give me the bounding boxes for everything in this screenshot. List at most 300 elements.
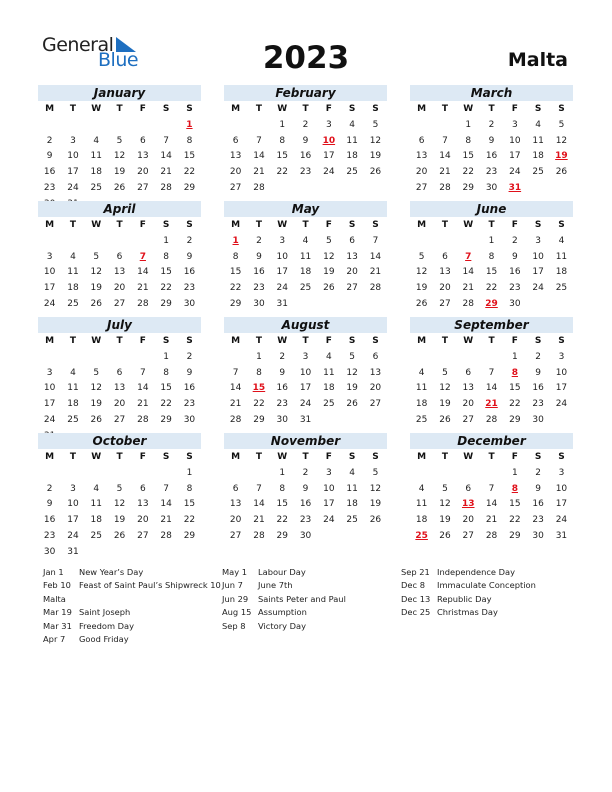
calendar-date: 9 bbox=[535, 367, 541, 378]
calendar-date: 13 bbox=[346, 251, 358, 262]
calendar-date: 20 bbox=[137, 515, 149, 526]
calendar-date: 21 bbox=[485, 515, 498, 526]
calendar-date: 7 bbox=[232, 367, 239, 378]
weekday-label: M bbox=[417, 336, 427, 346]
month-header: April bbox=[38, 201, 201, 217]
holiday-date: 25 bbox=[415, 530, 428, 541]
calendar-date: 19 bbox=[439, 515, 451, 526]
empty-cell bbox=[247, 118, 270, 134]
calendar-date: 12 bbox=[90, 383, 102, 394]
holiday-entry bbox=[43, 566, 223, 579]
calendar-date: 12 bbox=[439, 499, 451, 510]
weekday-label: F bbox=[511, 220, 518, 230]
calendar-date: 22 bbox=[229, 283, 242, 294]
calendar-date: 1 bbox=[465, 119, 472, 130]
calendar-date: 21 bbox=[462, 283, 474, 294]
weekday-label: S bbox=[162, 220, 170, 230]
calendar-date: 19 bbox=[113, 167, 126, 178]
calendar-date: 8 bbox=[279, 135, 286, 146]
calendar-date: 25 bbox=[532, 167, 544, 178]
calendar-date: 30 bbox=[43, 546, 56, 557]
weekday-label: T bbox=[69, 452, 77, 462]
calendar-date: 1 bbox=[186, 467, 193, 478]
calendar-date: 10 bbox=[67, 499, 79, 510]
calendar-date: 13 bbox=[369, 367, 382, 378]
calendar-date: 7 bbox=[488, 483, 495, 494]
calendar-date: 17 bbox=[67, 515, 79, 526]
holiday-name: Feast of Saint Paul’s Shipwreck 10 bbox=[79, 580, 221, 591]
empty-cell bbox=[85, 466, 108, 482]
calendar-date: 26 bbox=[113, 182, 126, 193]
calendar-date: 10 bbox=[555, 483, 568, 494]
calendar-date: 29 bbox=[509, 414, 521, 425]
calendar-date: 14 bbox=[160, 151, 172, 162]
empty-cell bbox=[410, 118, 433, 134]
calendar-date: 6 bbox=[465, 483, 472, 494]
calendar-date: 5 bbox=[116, 135, 123, 146]
calendar-date: 6 bbox=[232, 483, 239, 494]
calendar-date: 13 bbox=[462, 383, 474, 394]
holiday-column bbox=[43, 566, 223, 646]
holiday-name: Saint Joseph bbox=[79, 607, 131, 618]
calendar-date: 4 bbox=[535, 119, 541, 130]
weekday-label: T bbox=[69, 336, 77, 346]
calendar-date: 17 bbox=[555, 499, 568, 510]
holiday-date: 8 bbox=[511, 367, 518, 378]
calendar-date: 25 bbox=[299, 283, 312, 294]
calendar-date: 4 bbox=[418, 483, 425, 494]
calendar-date: 1 bbox=[256, 351, 262, 362]
calendar-date: 15 bbox=[183, 151, 196, 162]
calendar-date: 6 bbox=[116, 251, 123, 262]
calendar-date: 16 bbox=[299, 499, 312, 510]
month-header: January bbox=[38, 85, 201, 101]
calendar-date: 15 bbox=[160, 383, 172, 394]
calendar-date: 10 bbox=[43, 383, 56, 394]
calendar-date: 20 bbox=[137, 167, 149, 178]
calendar-date: 6 bbox=[139, 483, 146, 494]
empty-cell bbox=[433, 234, 456, 250]
weekday-label: M bbox=[417, 220, 427, 230]
calendar-date: 20 bbox=[346, 267, 358, 278]
month-header: December bbox=[410, 433, 573, 449]
weekday-label: S bbox=[558, 220, 565, 230]
calendar-date: 25 bbox=[555, 283, 568, 294]
weekday-label: S bbox=[372, 452, 379, 462]
calendar-date: 15 bbox=[276, 499, 288, 510]
empty-cell bbox=[38, 466, 61, 482]
weekday-label: T bbox=[488, 452, 495, 462]
empty-cell bbox=[224, 466, 247, 482]
empty-cell bbox=[85, 350, 108, 366]
calendar-date: 5 bbox=[349, 351, 355, 362]
calendar-date: 12 bbox=[369, 483, 382, 494]
calendar-date: 16 bbox=[299, 151, 312, 162]
month-may bbox=[224, 201, 387, 313]
holiday-column bbox=[222, 566, 402, 633]
calendar-date: 4 bbox=[302, 235, 309, 246]
holiday-entry bbox=[43, 579, 223, 592]
calendar-date: 9 bbox=[279, 367, 286, 378]
month-days-grid bbox=[224, 102, 387, 197]
year-title: 2023 bbox=[262, 40, 350, 76]
calendar-date: 19 bbox=[113, 515, 126, 526]
weekday-label: W bbox=[463, 220, 474, 230]
month-january bbox=[38, 85, 201, 213]
calendar-date: 9 bbox=[186, 251, 193, 262]
holiday-column bbox=[401, 566, 581, 620]
weekday-label: S bbox=[534, 336, 542, 346]
empty-cell bbox=[480, 350, 503, 366]
calendar-date: 18 bbox=[415, 399, 428, 410]
calendar-date: 12 bbox=[90, 267, 102, 278]
calendar-date: 5 bbox=[116, 483, 123, 494]
weekday-label: W bbox=[91, 104, 102, 114]
calendar-date: 21 bbox=[253, 167, 265, 178]
weekday-label: S bbox=[186, 104, 193, 114]
calendar-date: 12 bbox=[369, 135, 382, 146]
calendar-date: 25 bbox=[67, 414, 79, 425]
calendar-date: 21 bbox=[439, 167, 451, 178]
calendar-date: 3 bbox=[535, 235, 541, 246]
weekday-label: S bbox=[534, 452, 542, 462]
holiday-date-label: Dec 13 bbox=[401, 593, 431, 604]
holiday-date: 31 bbox=[508, 182, 522, 193]
month-header: October bbox=[38, 433, 201, 449]
holiday-date-label: Jun 7 bbox=[222, 580, 243, 591]
weekday-label: F bbox=[325, 104, 332, 114]
empty-cell bbox=[410, 234, 433, 250]
month-august bbox=[224, 317, 387, 429]
calendar-date: 15 bbox=[462, 151, 474, 162]
calendar-date: 25 bbox=[415, 414, 428, 425]
calendar-date: 7 bbox=[442, 135, 448, 146]
holiday-name: Victory Day bbox=[258, 620, 307, 631]
weekday-label: T bbox=[488, 104, 495, 114]
calendar-date: 21 bbox=[137, 283, 149, 294]
calendar-date: 9 bbox=[535, 483, 541, 494]
calendar-date: 20 bbox=[229, 515, 242, 526]
weekday-label: T bbox=[255, 452, 263, 462]
country-title: Malta bbox=[507, 49, 568, 71]
calendar-date: 14 bbox=[229, 383, 242, 394]
empty-cell bbox=[131, 350, 154, 366]
calendar-date: 12 bbox=[113, 499, 126, 510]
empty-cell bbox=[410, 350, 433, 366]
calendar-date: 8 bbox=[488, 251, 495, 262]
holiday-date-label: Mar 19 bbox=[43, 607, 72, 618]
empty-cell bbox=[433, 350, 456, 366]
calendar-date: 6 bbox=[139, 135, 146, 146]
calendar-date: 31 bbox=[67, 546, 79, 557]
weekday-label: T bbox=[116, 452, 123, 462]
calendar-date: 25 bbox=[323, 399, 335, 410]
calendar-date: 1 bbox=[163, 235, 169, 246]
calendar-date: 18 bbox=[299, 267, 312, 278]
calendar-date: 8 bbox=[232, 251, 239, 262]
empty-cell bbox=[154, 118, 177, 134]
weekday-label: T bbox=[255, 220, 263, 230]
calendar-date: 9 bbox=[46, 499, 53, 510]
calendar-date: 4 bbox=[349, 467, 355, 478]
calendar-date: 8 bbox=[256, 367, 262, 378]
holiday-name: Republic Day bbox=[437, 593, 492, 604]
weekday-label: F bbox=[139, 220, 146, 230]
empty-cell bbox=[410, 466, 433, 482]
calendar-date: 9 bbox=[256, 251, 262, 262]
calendar-date: 23 bbox=[532, 399, 544, 410]
weekday-label: M bbox=[45, 220, 55, 230]
calendar-date: 8 bbox=[279, 483, 286, 494]
calendar-date: 29 bbox=[160, 298, 172, 309]
calendar-date: 5 bbox=[418, 251, 425, 262]
calendar-date: 19 bbox=[369, 151, 382, 162]
calendar-date: 12 bbox=[439, 383, 451, 394]
calendar-date: 30 bbox=[183, 414, 196, 425]
calendar-date: 22 bbox=[160, 399, 172, 410]
calendar-date: 3 bbox=[70, 483, 76, 494]
calendar-date: 17 bbox=[43, 399, 56, 410]
holiday-name: Assumption bbox=[258, 607, 307, 618]
holiday-entry bbox=[43, 633, 223, 646]
month-days-grid bbox=[410, 218, 573, 313]
weekday-label: S bbox=[558, 104, 565, 114]
holiday-date: 1 bbox=[232, 235, 239, 246]
calendar-date: 2 bbox=[488, 119, 495, 130]
calendar-date: 9 bbox=[302, 135, 309, 146]
calendar-date: 28 bbox=[462, 298, 474, 309]
calendar-date: 10 bbox=[276, 251, 288, 262]
calendar-date: 7 bbox=[163, 135, 169, 146]
calendar-date: 25 bbox=[346, 515, 358, 526]
holiday-entry bbox=[222, 566, 402, 579]
calendar-date: 4 bbox=[349, 119, 355, 130]
calendar-date: 11 bbox=[346, 135, 358, 146]
calendar-date: 24 bbox=[67, 530, 79, 541]
holiday-date-label: Aug 15 bbox=[222, 607, 252, 618]
calendar-date: 16 bbox=[43, 515, 56, 526]
calendar-date: 14 bbox=[253, 151, 265, 162]
calendar-date: 29 bbox=[183, 182, 196, 193]
calendar-date: 23 bbox=[183, 283, 196, 294]
holiday-entry bbox=[43, 593, 223, 606]
calendar-date: 29 bbox=[183, 530, 196, 541]
calendar-date: 20 bbox=[462, 399, 474, 410]
holiday-date: 7 bbox=[465, 251, 472, 262]
holiday-entry bbox=[43, 620, 223, 633]
calendar-date: 27 bbox=[113, 414, 126, 425]
calendar-date: 14 bbox=[137, 383, 149, 394]
calendar-date: 1 bbox=[279, 467, 286, 478]
calendar-date: 29 bbox=[253, 414, 265, 425]
empty-cell bbox=[154, 466, 177, 482]
calendar-date: 24 bbox=[509, 167, 521, 178]
calendar-date: 11 bbox=[323, 367, 335, 378]
calendar-date: 2 bbox=[186, 235, 193, 246]
holiday-name: Freedom Day bbox=[79, 620, 135, 631]
calendar-date: 28 bbox=[160, 530, 172, 541]
calendar-date: 22 bbox=[276, 167, 288, 178]
calendar-date: 7 bbox=[163, 483, 169, 494]
month-days-grid bbox=[224, 334, 387, 429]
holiday-date: 21 bbox=[485, 399, 498, 410]
calendar-date: 9 bbox=[511, 251, 518, 262]
weekday-label: W bbox=[463, 336, 474, 346]
calendar-date: 20 bbox=[369, 383, 382, 394]
calendar-date: 22 bbox=[485, 283, 498, 294]
calendar-date: 10 bbox=[67, 151, 79, 162]
calendar-date: 24 bbox=[555, 399, 568, 410]
calendar-date: 13 bbox=[113, 267, 126, 278]
empty-cell bbox=[38, 118, 61, 134]
calendar-date: 29 bbox=[276, 530, 288, 541]
holiday-entry bbox=[222, 593, 402, 606]
empty-cell bbox=[108, 118, 131, 134]
holiday-date-label: Dec 25 bbox=[401, 607, 431, 618]
calendar-date: 26 bbox=[369, 515, 382, 526]
calendar-date: 10 bbox=[532, 251, 544, 262]
calendar-date: 23 bbox=[276, 399, 288, 410]
calendar-date: 4 bbox=[325, 351, 332, 362]
calendar-date: 24 bbox=[323, 515, 335, 526]
calendar-date: 30 bbox=[485, 182, 498, 193]
calendar-date: 9 bbox=[488, 135, 495, 146]
calendar-date: 10 bbox=[323, 483, 335, 494]
calendar-date: 6 bbox=[465, 367, 472, 378]
calendar-date: 24 bbox=[555, 515, 568, 526]
calendar-date: 6 bbox=[116, 367, 123, 378]
calendar-date: 22 bbox=[253, 399, 265, 410]
calendar-date: 24 bbox=[299, 399, 312, 410]
weekday-label: S bbox=[348, 452, 356, 462]
calendar-date: 13 bbox=[137, 499, 149, 510]
calendar-date: 2 bbox=[511, 235, 518, 246]
holiday-entry bbox=[401, 606, 581, 619]
calendar-date: 26 bbox=[555, 167, 568, 178]
calendar-date: 14 bbox=[369, 251, 382, 262]
calendar-date: 9 bbox=[302, 483, 309, 494]
calendar-date: 7 bbox=[256, 135, 262, 146]
calendar-date: 6 bbox=[418, 135, 425, 146]
calendar-date: 19 bbox=[439, 399, 451, 410]
month-july bbox=[38, 317, 201, 445]
weekday-label: S bbox=[348, 104, 356, 114]
empty-cell bbox=[224, 118, 247, 134]
month-days-grid bbox=[224, 218, 387, 313]
calendar-date: 26 bbox=[415, 298, 428, 309]
empty-cell bbox=[480, 466, 503, 482]
weekday-label: T bbox=[302, 452, 309, 462]
weekday-label: T bbox=[488, 336, 495, 346]
month-header: May bbox=[224, 201, 387, 217]
holiday-entry bbox=[401, 593, 581, 606]
month-december bbox=[410, 433, 573, 545]
weekday-label: F bbox=[139, 336, 146, 346]
holiday-date-label: Feb 10 bbox=[43, 580, 71, 591]
empty-cell bbox=[457, 234, 480, 250]
holiday-entry bbox=[222, 579, 402, 592]
calendar-date: 3 bbox=[325, 467, 332, 478]
weekday-label: S bbox=[186, 220, 193, 230]
holiday-date-label: Malta bbox=[43, 593, 66, 604]
calendar-date: 18 bbox=[346, 151, 358, 162]
calendar-date: 28 bbox=[137, 414, 149, 425]
weekday-label: M bbox=[231, 220, 241, 230]
calendar-date: 22 bbox=[160, 283, 172, 294]
holiday-date: 13 bbox=[461, 499, 475, 510]
weekday-label: S bbox=[186, 452, 193, 462]
calendar-date: 28 bbox=[137, 298, 149, 309]
weekday-label: M bbox=[45, 336, 55, 346]
weekday-label: M bbox=[45, 452, 55, 462]
calendar-date: 24 bbox=[532, 283, 544, 294]
calendar-date: 14 bbox=[137, 267, 149, 278]
calendar-date: 10 bbox=[299, 367, 312, 378]
calendar-date: 20 bbox=[462, 515, 474, 526]
calendar-date: 24 bbox=[67, 182, 79, 193]
calendar-date: 19 bbox=[323, 267, 335, 278]
calendar-date: 20 bbox=[229, 167, 242, 178]
calendar-date: 28 bbox=[253, 182, 265, 193]
holiday-date: 15 bbox=[252, 383, 266, 394]
calendar-date: 23 bbox=[509, 283, 521, 294]
weekday-label: S bbox=[534, 104, 542, 114]
weekday-label: F bbox=[139, 104, 146, 114]
calendar-date: 22 bbox=[509, 399, 521, 410]
holiday-date-label: Mar 31 bbox=[43, 620, 72, 631]
logo-text-blue: Blue bbox=[98, 49, 139, 71]
calendar-date: 18 bbox=[90, 515, 102, 526]
calendar-date: 27 bbox=[113, 298, 126, 309]
weekday-label: S bbox=[348, 220, 356, 230]
calendar-date: 11 bbox=[415, 499, 428, 510]
calendar-date: 23 bbox=[183, 399, 196, 410]
weekday-label: T bbox=[255, 336, 263, 346]
calendar-date: 17 bbox=[276, 267, 288, 278]
weekday-label: T bbox=[302, 104, 309, 114]
empty-cell bbox=[85, 118, 108, 134]
holiday-name: Labour Day bbox=[258, 567, 306, 577]
calendar-date: 21 bbox=[229, 399, 242, 410]
calendar-date: 30 bbox=[509, 298, 521, 309]
calendar-date: 4 bbox=[558, 235, 565, 246]
calendar-date: 2 bbox=[256, 235, 262, 246]
calendar-date: 18 bbox=[67, 283, 79, 294]
month-april bbox=[38, 201, 201, 313]
calendar-date: 28 bbox=[439, 182, 451, 193]
calendar-date: 1 bbox=[488, 235, 495, 246]
calendar-date: 19 bbox=[90, 399, 102, 410]
calendar-date: 27 bbox=[229, 530, 242, 541]
calendar-date: 17 bbox=[509, 151, 521, 162]
holiday-date: 8 bbox=[511, 483, 518, 494]
holiday-date-label: Sep 21 bbox=[401, 567, 430, 577]
month-header: August bbox=[224, 317, 387, 333]
empty-cell bbox=[131, 234, 154, 250]
holiday-entry bbox=[43, 606, 223, 619]
calendar-date: 27 bbox=[137, 530, 149, 541]
holiday-name: Good Friday bbox=[79, 633, 129, 644]
calendar-date: 28 bbox=[485, 414, 498, 425]
empty-cell bbox=[108, 466, 131, 482]
calendar-date: 16 bbox=[532, 383, 544, 394]
month-june bbox=[410, 201, 573, 313]
calendar-date: 4 bbox=[70, 367, 76, 378]
calendar-date: 8 bbox=[186, 135, 193, 146]
calendar-date: 5 bbox=[558, 119, 565, 130]
calendar-date: 18 bbox=[346, 499, 358, 510]
calendar-date: 8 bbox=[465, 135, 472, 146]
